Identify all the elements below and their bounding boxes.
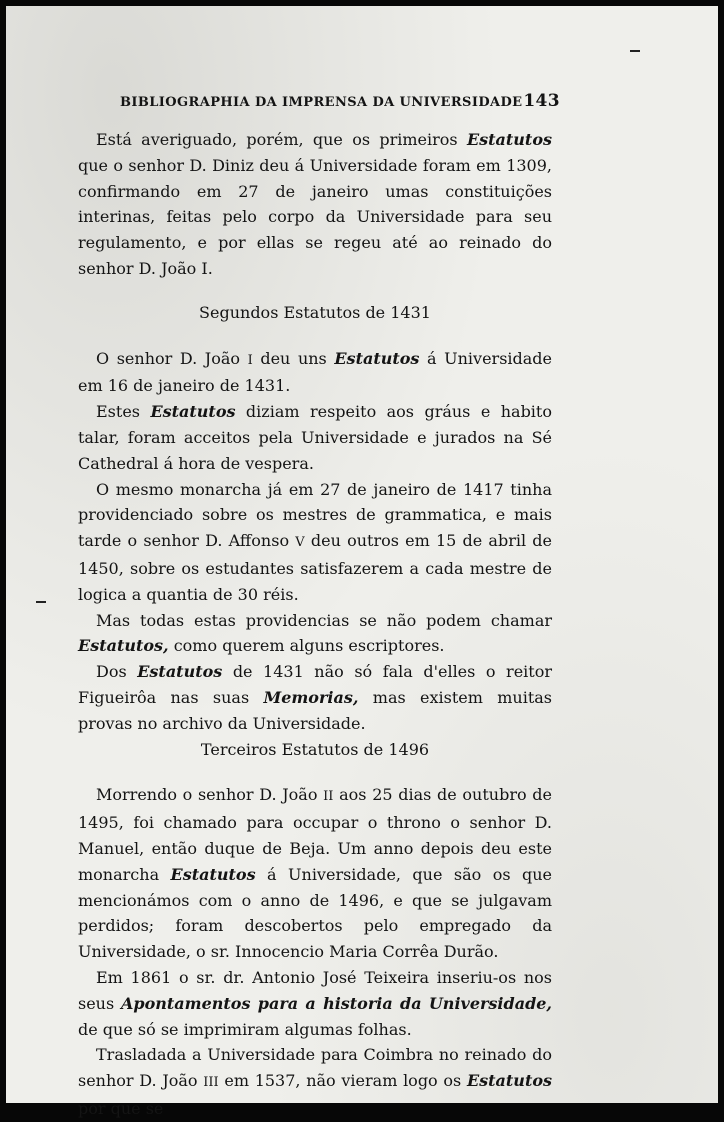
paragraph: Morrendo o senhor D. João II aos 25 dias de outubro de 1495, foi chamado para occupar o throno o senhor D. Manuel, então duque de Beja. Um anno depois deu este monarcha Estatutos á Universidade, que são os que mencionámos com o anno de 1496, e que se julgavam perdidos; foram descobertos pelo empregado da Universidade, o sr. Innocencio Maria Corrêa Durão.	[78, 785, 553, 962]
paragraph: Dos Estatutos de 1431 não só fala d'elles o reitor Figueirôa nas suas Memorias, mas existem muitas provas no archivo da Universidade.	[78, 662, 553, 733]
book-page	[6, 6, 718, 1118]
margin-mark	[36, 601, 46, 603]
paragraph: Mas todas estas providencias se não podem chamar Estatutos, como querem alguns escriptores.	[78, 610, 552, 656]
running-title: BIBLIOGRAPHIA DA IMPRENSA DA UNIVERSIDADE	[120, 95, 523, 110]
paragraph: Está averiguado, porém, que os primeiros Estatutos que o senhor D. Diniz deu á Universidade foram em 1309, confirmando em 27 de janeiro umas constituições interinas, feitas pelo corpo da Universidade para seu regulamento, e por ellas se regeu até ao reinado do senhor D. João I.	[78, 130, 552, 278]
paragraph: Trasladada a Universidade para Coimbra no reinado do senhor D. João III em 1537, não vieram logo os Estatutos por que se	[78, 1045, 553, 1118]
section-heading: Terceiros Estatutos de 1496	[200, 739, 430, 759]
paragraph: Estes Estatutos diziam respeito aos gráus e habito talar, foram acceitos pela Universidade e jurados na Sé Cathedral á hora de vespera.	[78, 402, 552, 473]
paragraph: Em 1861 o sr. dr. Antonio José Teixeira inseriu-os nos seus Apontamentos para a historia da Universidade, de que só se imprimiram algumas folhas.	[78, 967, 552, 1039]
body-text	[78, 127, 552, 1122]
section-heading: Segundos Estatutos de 1431	[199, 302, 431, 322]
paragraph: O senhor D. João I deu uns Estatutos á Universidade em 16 de janeiro de 1431.	[78, 348, 553, 396]
page-number: 143	[523, 91, 560, 111]
margin-mark	[630, 50, 640, 52]
paragraph: O mesmo monarcha já em 27 de janeiro de 1417 tinha providenciado sobre os mestres de grammatica, e mais tarde o senhor D. Affonso V deu outros em 15 de abril de 1450, sobre os estudantes satisfazerem a cada mestre de logica a quantia de 30 réis.	[78, 479, 552, 604]
